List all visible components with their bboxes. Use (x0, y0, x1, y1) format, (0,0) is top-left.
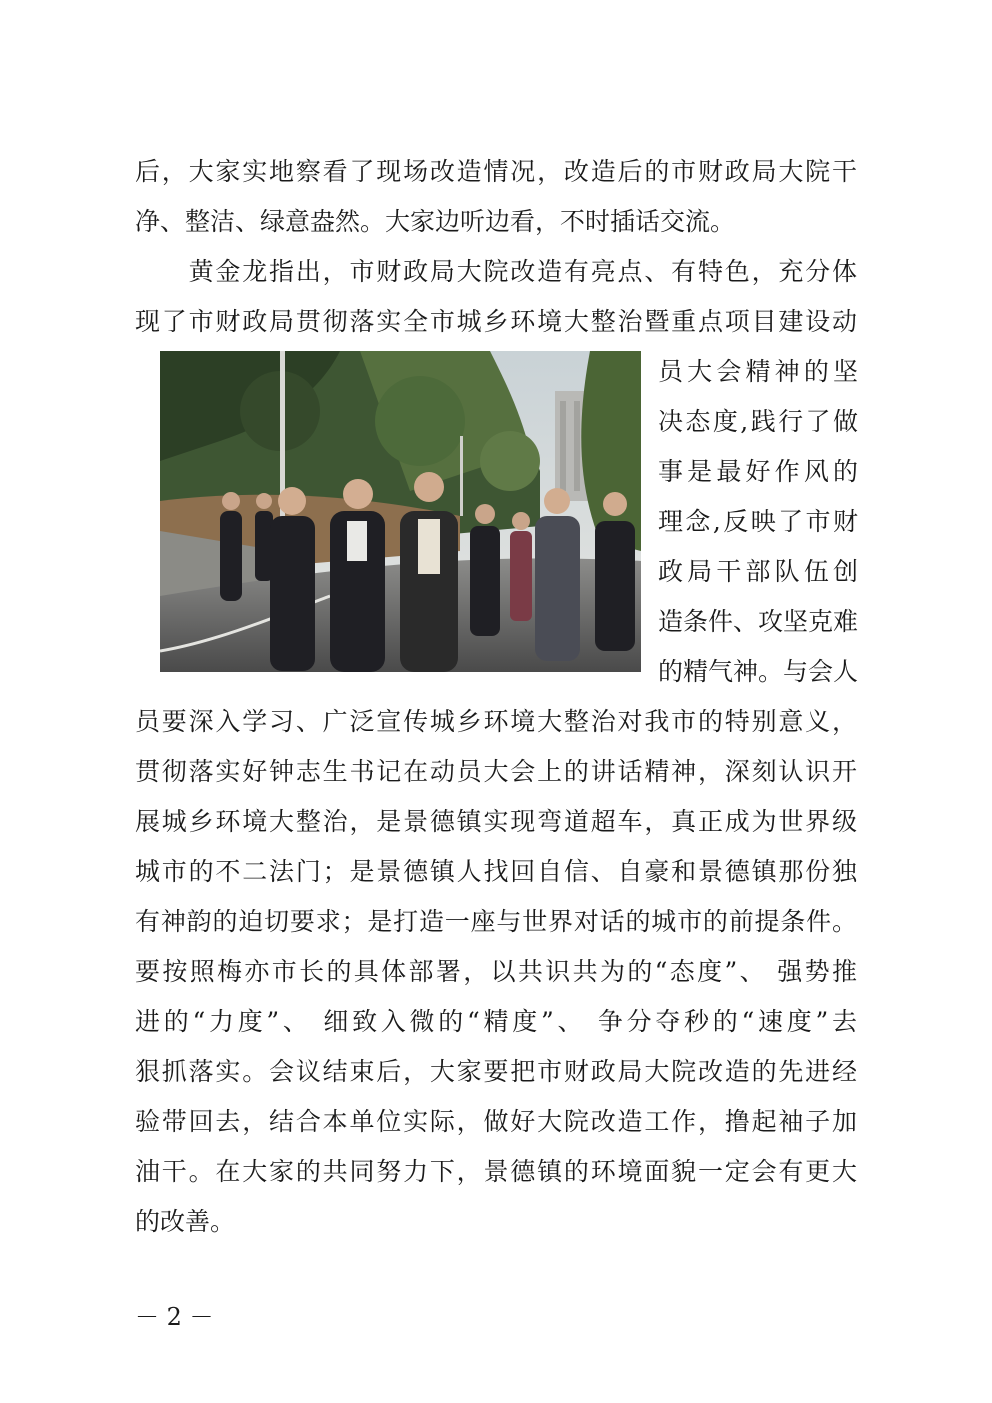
inspection-photo (160, 351, 641, 672)
text-line: 的改善。 (135, 1207, 236, 1236)
text-line: 员要深入学习、广泛宣传城乡环境大整治对我市的特别意义， (135, 707, 857, 736)
text-line: 城市的不二法门；是景德镇人找回自信、自豪和景德镇那份独 (135, 857, 857, 886)
text-line: 理念,反映了市财 (658, 507, 858, 536)
text-line: 狠抓落实。会议结束后，大家要把市财政局大院改造的先进经 (135, 1057, 857, 1086)
text-line: 决态度,践行了做 (658, 407, 858, 436)
text-line: 要按照梅亦市长的具体部署，以共识共为的“态度”、 强势推 (135, 957, 857, 986)
text-line: 有神韵的迫切要求；是打造一座与世界对话的城市的前提条件。 (135, 907, 857, 936)
text-line: 油干。在大家的共同努力下，景德镇的环境面貌一定会有更大 (135, 1157, 857, 1186)
text-line: 展城乡环境大整治，是景德镇实现弯道超车，真正成为世界级 (135, 807, 857, 836)
text-line: 事是最好作风的 (658, 457, 858, 486)
text-line: 的精气神。与会人 (658, 657, 859, 686)
text-line: 进的“力度”、 细致入微的“精度”、 争分夺秒的“速度”去 (135, 1007, 857, 1036)
text-line: 黄金龙指出，市财政局大院改造有亮点、有特色，充分体 (135, 257, 857, 286)
text-line: 贯彻落实好钟志生书记在动员大会上的讲话精神，深刻认识开 (135, 757, 857, 786)
text-line: 净、整洁、绿意盎然。大家边听边看，不时插话交流。 (135, 207, 736, 236)
text-line: 现了市财政局贯彻落实全市城乡环境大整治暨重点项目建设动 (135, 307, 857, 336)
text-line: 验带回去，结合本单位实际，做好大院改造工作，撸起袖子加 (135, 1107, 857, 1136)
text-line: 造条件、攻坚克难 (658, 607, 859, 636)
text-line: 员大会精神的坚 (658, 357, 858, 386)
text-line: 政局干部队伍创 (658, 557, 858, 586)
text-line: 后，大家实地察看了现场改造情况，改造后的市财政局大院干 (135, 157, 857, 186)
page-number: － 2 － (135, 1303, 214, 1331)
